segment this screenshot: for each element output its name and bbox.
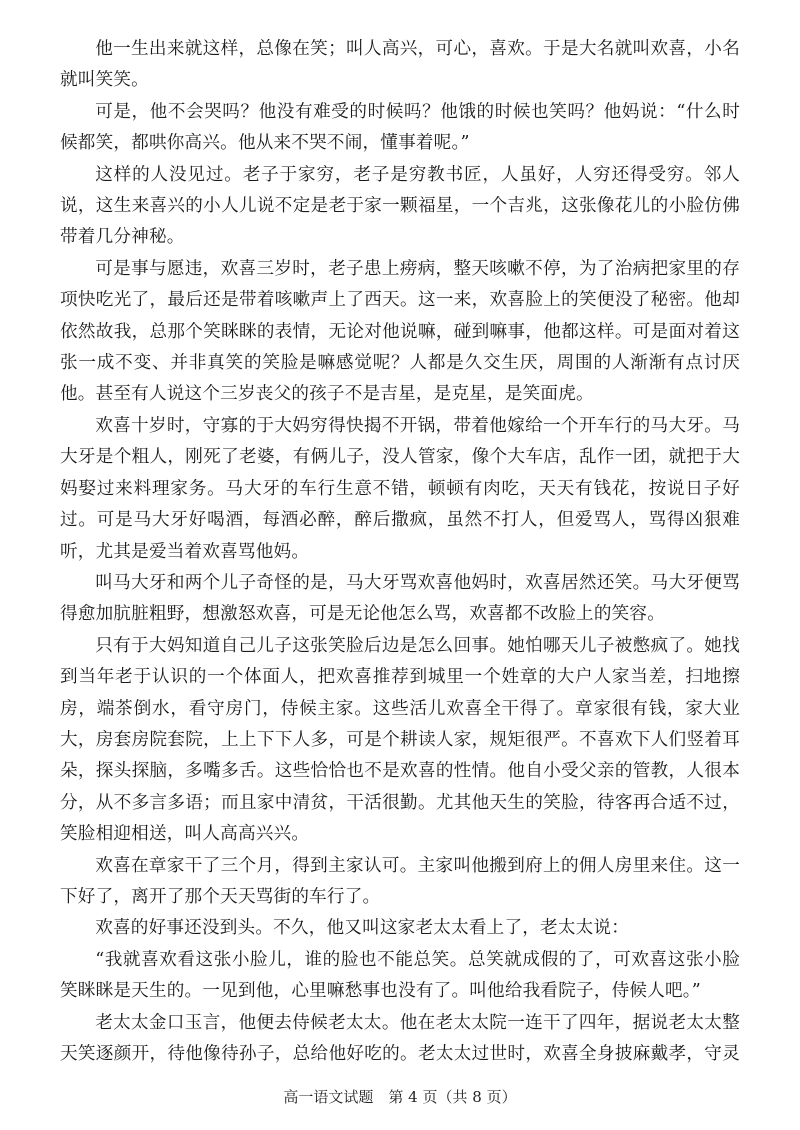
text-body [60, 34, 740, 1074]
page-footer: 高一语文试题 第 4 页（共 8 页） [283, 1088, 517, 1106]
paragraph: 可是，他不会哭吗？他没有难受的时候吗？他饿的时候也笑吗？他妈说：“什么时候都笑，都哄你高兴。他从来不哭不闹，懂事着呢。” [60, 101, 740, 154]
paragraph: 这样的人没见过。老子于家穷，老子是穷教书匠，人虽好，人穷还得受穷。邻人说，这生来喜兴的小人儿说不定是老于家一颗福星，一个吉兆，这张像花儿的小脸仿佛带着几分神秘。 [60, 164, 740, 248]
paragraph: 他一生出来就这样，总像在笑；叫人高兴，可心，喜欢。于是大名就叫欢喜，小名就叫笑笑。 [60, 39, 740, 91]
paragraph: 欢喜的好事还没到头。不久，他又叫这家老太太看上了，老太太说： [95, 918, 630, 939]
paragraph: 欢喜在章家干了三个月，得到主家认可。主家叫他搬到府上的佣人房里来住。这一下好了，离开了那个天天骂街的车行了。 [60, 855, 740, 907]
paragraph: 老太太金口玉言，他便去侍候老太太。他在老太太院一连干了四年，据说老太太整天笑逐颜开，待他像待孙子，总给他好吃的。老太太过世时，欢喜全身披麻戴孝，守灵 [60, 1012, 740, 1064]
paragraph: 欢喜十岁时，守寡的于大妈穷得快揭不开锅，带着他嫁给一个开车行的马大牙。马大牙是个粗人，刚死了老婆，有俩儿子，没人管家，像个大车店，乱作一团，就把于大妈娶过来料理家务。马大牙的车行生意不错，顿顿有肉吃，天天有钱花，按说日子好过。可是马大牙好喝酒，每酒必醉，醉后撒疯，虽然不打人，但爱骂人，骂得凶狠难听，尤其是爱当着欢喜骂他妈。 [60, 415, 740, 562]
paragraph: 只有于大妈知道自己儿子这张笑脸后边是怎么回事。她怕哪天儿子被憋疯了。她找到当年老于认识的一个体面人，把欢喜推荐到城里一个姓章的大户人家当差，扫地擦房，端茶倒水，看守房门，侍候主家。这些活儿欢喜全干得了。章家很有钱，家大业大，房套房院套院，上上下下人多，可是个耕读人家，规矩很严。不喜欢下人们竖着耳朵，探头探脑，多嘴多舌。这些恰恰也不是欢喜的性情。他自小受父亲的管教，人很本分，从不多言多语；而且家中清贫，干活很勤。尤其他天生的笑脸，待客再合适不过，笑脸相迎相送，叫人高高兴兴。 [60, 635, 740, 845]
paragraph: 可是事与愿违，欢喜三岁时，老子患上痨病，整天咳嗽不停，为了治病把家里的存项快吃光了，最后还是带着咳嗽声上了西天。这一来，欢喜脸上的笑便没了秘密。他却依然故我，总那个笑眯眯的表情，无论对他说嘛，碰到嘛事，他都这样。可是面对着这张一成不变、并非真笑的笑脸是嘛感觉呢？人都是久交生厌，周围的人渐渐有点讨厌他。甚至有人说这个三岁丧父的孩子不是吉星，是克星，是笑面虎。 [60, 258, 740, 405]
quote-paragraph: “我就喜欢看这张小脸儿，谁的脸也不能总笑。总笑就成假的了，可欢喜这张小脸笑眯眯是天生的。一见到他，心里嘛愁事也没有了。叫他给我看院子，侍候人吧。” [60, 949, 740, 1002]
paragraph: 叫马大牙和两个儿子奇怪的是，马大牙骂欢喜他妈时，欢喜居然还笑。马大牙便骂得愈加肮脏粗野，想激怒欢喜，可是无论他怎么骂，欢喜都不改脸上的笑容。 [60, 572, 740, 625]
